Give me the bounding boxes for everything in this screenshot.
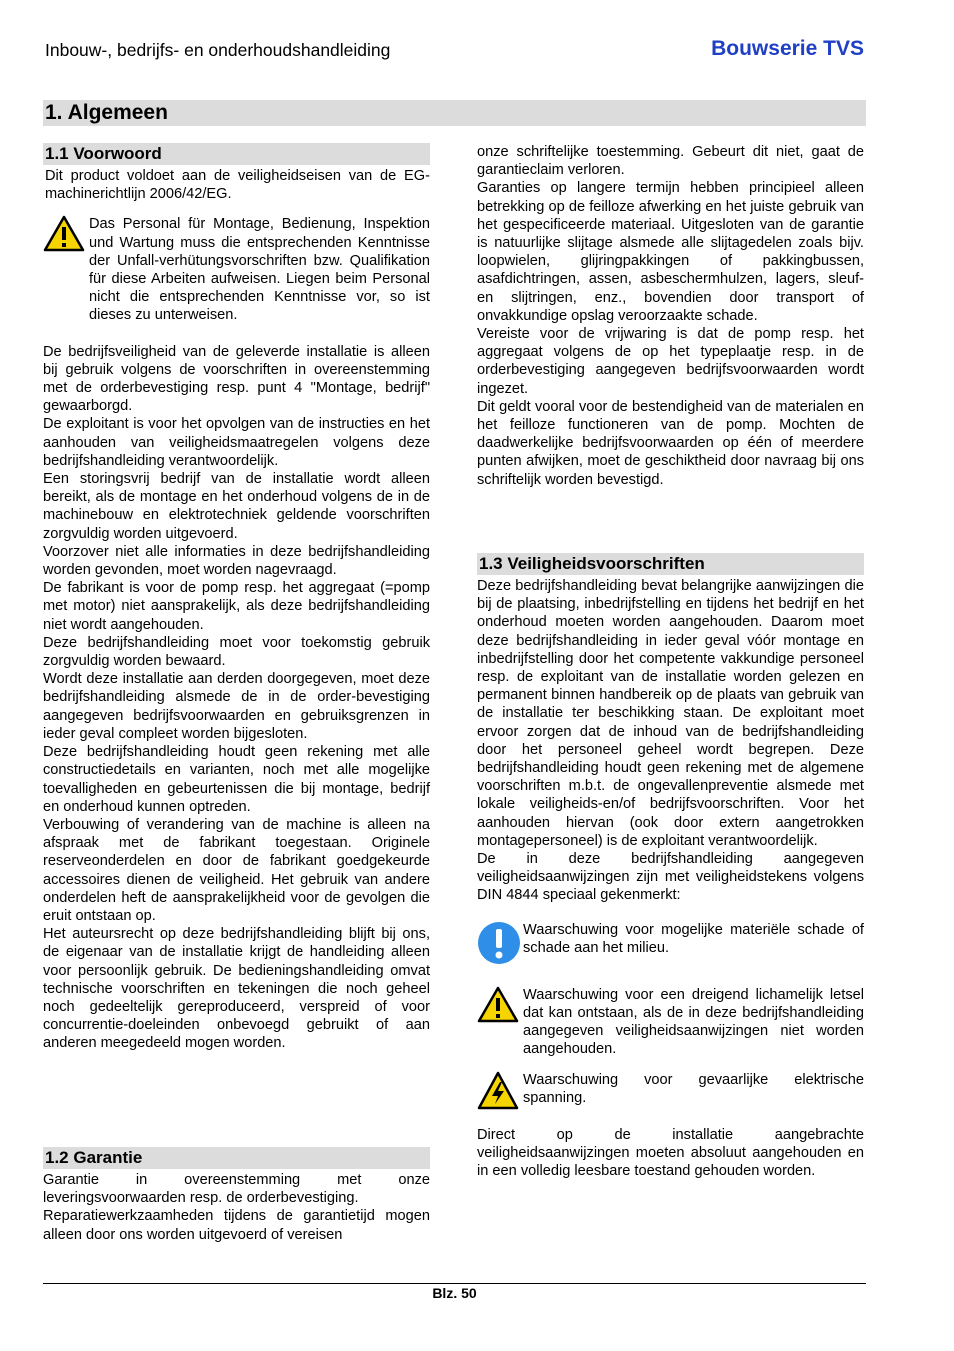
veiligheid-paragraph: De in deze bedrijfshandleiding aangegeven veiligheidsaanwijzingen zijn met veiligheidstekens volgens DIN 4844 speciaal gekenmerkt: (477, 851, 864, 904)
subsection-title-garantie: 1.2 Garantie (43, 1147, 430, 1169)
subsection-title-veiligheid: 1.3 Veiligheidsvoorschriften (477, 553, 864, 575)
voorwoord-paragraph: Deze bedrijfshandleiding houdt geen rekening met alle constructiedetails en varianten, noch met alle mogelijke toevalligheden en gebeurtenissen die bij montage, bedrijf en onderhoud kunnen optreden. (43, 744, 430, 815)
personnel-warning (43, 215, 430, 324)
garantie-paragraph: Garantie in overeenstemming met onze leveringsvoorwaarden resp. de orderbevestiging. (43, 1172, 430, 1207)
voorwoord-paragraph: Deze bedrijfshandleiding moet voor toekomstig gebruik zorgvuldig worden bewaard. (43, 634, 430, 670)
garantie-paragraph: onze schriftelijke toestemming. Gebeurt dit niet, gaat de garantieclaim verloren. (477, 144, 864, 179)
voorwoord-paragraph: De exploitant is voor het opvolgen van de instructies en het aanhouden van veiligheidsmaatregelen volgens deze bedrijfshandleiding verantwoordelijk. (43, 416, 430, 469)
veiligheid-closing: Direct op de installatie aangebrachte veiligheidsaanwijzingen moeten absoluut aangehouden en in een volledig leesbare toestand gehouden worden. (477, 1126, 864, 1180)
warning-triangle-icon (477, 986, 523, 1029)
garantie-paragraph: Dit geldt vooral voor de bestendigheid van de materialen en het feilloze functioneren van de pomp. Mochten de daadwerkelijke bedrijfsvoorwaarden op één of meerdere punten afwijken, moet de geschiktheid door navraag bij ons schriftelijk worden bevestigd. (477, 398, 864, 488)
voorwoord-paragraph: De fabrikant is voor de pomp resp. het aggregaat (=pomp met motor) niet aansprakelijk, als deze bedrijfshandleiding niet wordt aangehouden. (43, 580, 430, 633)
notice-warning (477, 921, 864, 970)
warning-triangle-icon (43, 215, 89, 258)
document-title: Inbouw-, bedrijfs- en onderhoudshandleiding (45, 40, 391, 60)
left-column (43, 143, 430, 1053)
right-column (477, 143, 864, 489)
page-number: Blz. 50 (432, 1285, 477, 1301)
garantie-paragraph: Garanties op langere termijn hebben principieel alleen betrekking op de feilloze afwerking en het juiste gebruik van het gespecificeerde materiaal. Uitgesloten van de garantie is natuurlijke slijtage alsmede alle slijtagedelen zoals bijv. loopwielen, glijringpakkingen of pakkingbussen, asafdichtringen, assen, asbeschermhulzen, lagers, sleuf- en slijtringen, enz., bovendien door transport of onvakkundige opslag veroorzaakte schade. (477, 180, 864, 324)
electric-hazard-icon (477, 1071, 523, 1116)
injury-warning (477, 986, 864, 1059)
intro-text: Dit product voldoet aan de veiligheidseisen van de EG-machinerichtlijn 2006/42/EG. (45, 168, 430, 203)
voorwoord-paragraph: Verbouwing of verandering van de machine is alleen na afspraak met de fabrikant toegestaan. Originele reserveonderdelen en door de fabrikant goedgekeurde accessoires dienen de veiligheid. Het gebruik van andere onderdelen heft de aansprakelijkheid voor de gevolgen die eruit ontstaan op. (43, 816, 430, 924)
veiligheid-paragraph: Deze bedrijfshandleiding bevat belangrijke aanwijzingen die bij de plaatsing, inbedrijfstelling en tijdens het bedrijf en het onderhoud moeten worden aangehouden. Daarom moet deze bedrijfshandleiding in ieder geval vóór montage en inbedrijfstelling door het competente vakkundige personeel resp. de exploitant van de installatie worden gelezen en permanent binnen handbereik op de plaats van gebruik van de installatie ter beschikking staan. De exploitant moet ervoor zorgen dat de inhoud van de bedrijfshandleiding door het personeel geheel wordt begrepen. Deze bedrijfshandleiding houdt geen rekening met de algemene voorschriften m.b.t. de ongevallenpreventie alsmede met lokale veiligheids-en/of bedrijfsvoorschriften. Voor het aanhouden hiervan (ook door extern aangetrokken montagepersoneel) is de exploitant verantwoordelijk. (477, 578, 864, 849)
series-title: Bouwserie TVS (711, 37, 864, 60)
garantie-paragraph: Vereiste voor de vrijwaring is dat de pomp resp. het aggregaat volgens de op het typeplaatje resp. in de orderbevestiging aangegeven bedrijfsvoorwaarden wordt ingezet. (477, 326, 864, 397)
electric-warning (477, 1071, 864, 1116)
voorwoord-paragraph: Het auteursrecht op deze bedrijfshandleiding blijft bij ons, de eigenaar van de installatie krijgt de handleiding alleen voor persoonlijk gebruik. De bedieningshandleiding omvat technische voorschriften en tekeningen die noch geheel noch gedeeltelijk gereproduceerd, verspreid of voor concurrentie-doeleinden onbevoegd gebruikt of aan anderen meegedeeld mogen worden. (43, 926, 430, 1052)
footer-divider (43, 1283, 866, 1284)
voorwoord-paragraph: Een storingsvrij bedrijf van de installatie wordt alleen bereikt, als de montage en het onderhoud volgens de in de machinebouw en elektrotechniek geldende voorschriften zorgvuldig worden uitgevoerd. (43, 471, 430, 542)
electric-warning-text: Waarschuwing voor gevaarlijke elektrische spanning. (523, 1071, 864, 1106)
personnel-warning-text: Das Personal für Montage, Bedienung, Inspektion und Wartung muss die entsprechenden Kenntnisse der Unfall-verhütungsvorschriften bzw. Qualifikation für diese Arbeiten aufweisen. Liegen beim Personal nicht die entsprechenden Kenntnisse vor, so ist dieses zu unterweisen. (89, 216, 430, 324)
voorwoord-paragraph: De bedrijfsveiligheid van de geleverde installatie is alleen bij gebruik volgens de voorschriften in overeenstemming met de orderbevestiging resp. punt 4 "Montage, bedrijf" gewaarborgd. (43, 343, 430, 415)
garantie-paragraph: Reparatiewerkzaamheden tijdens de garantietijd mogen alleen door ons worden uitgevoerd of vereisen (43, 1208, 430, 1243)
notice-exclamation-icon (477, 921, 523, 970)
subsection-title-voorwoord: 1.1 Voorwoord (43, 143, 430, 165)
voorwoord-paragraph: Voorzover niet alle informaties in deze bedrijfshandleiding worden gevonden, moet worden nagevraagd. (43, 543, 430, 579)
notice-warning-text: Waarschuwing voor mogelijke materiële schade of schade aan het milieu. (523, 921, 864, 956)
section-title: 1. Algemeen (45, 101, 168, 124)
voorwoord-paragraph: Wordt deze installatie aan derden doorgegeven, moet deze bedrijfshandleiding alsmede de in de order-bevestiging aangegeven bedrijfsvoorwaarden en gebruiksgrenzen in ieder geval compleet worden bijgesloten. (43, 671, 430, 742)
garantie-left (43, 1147, 430, 1244)
injury-warning-text: Waarschuwing voor een dreigend lichamelijk letsel dat kan ontstaan, als de in deze bedrijfshandleiding aangegeven veiligheidsaanwijzingen niet worden aangehouden. (523, 986, 864, 1058)
veiligheid-column (477, 553, 864, 1180)
